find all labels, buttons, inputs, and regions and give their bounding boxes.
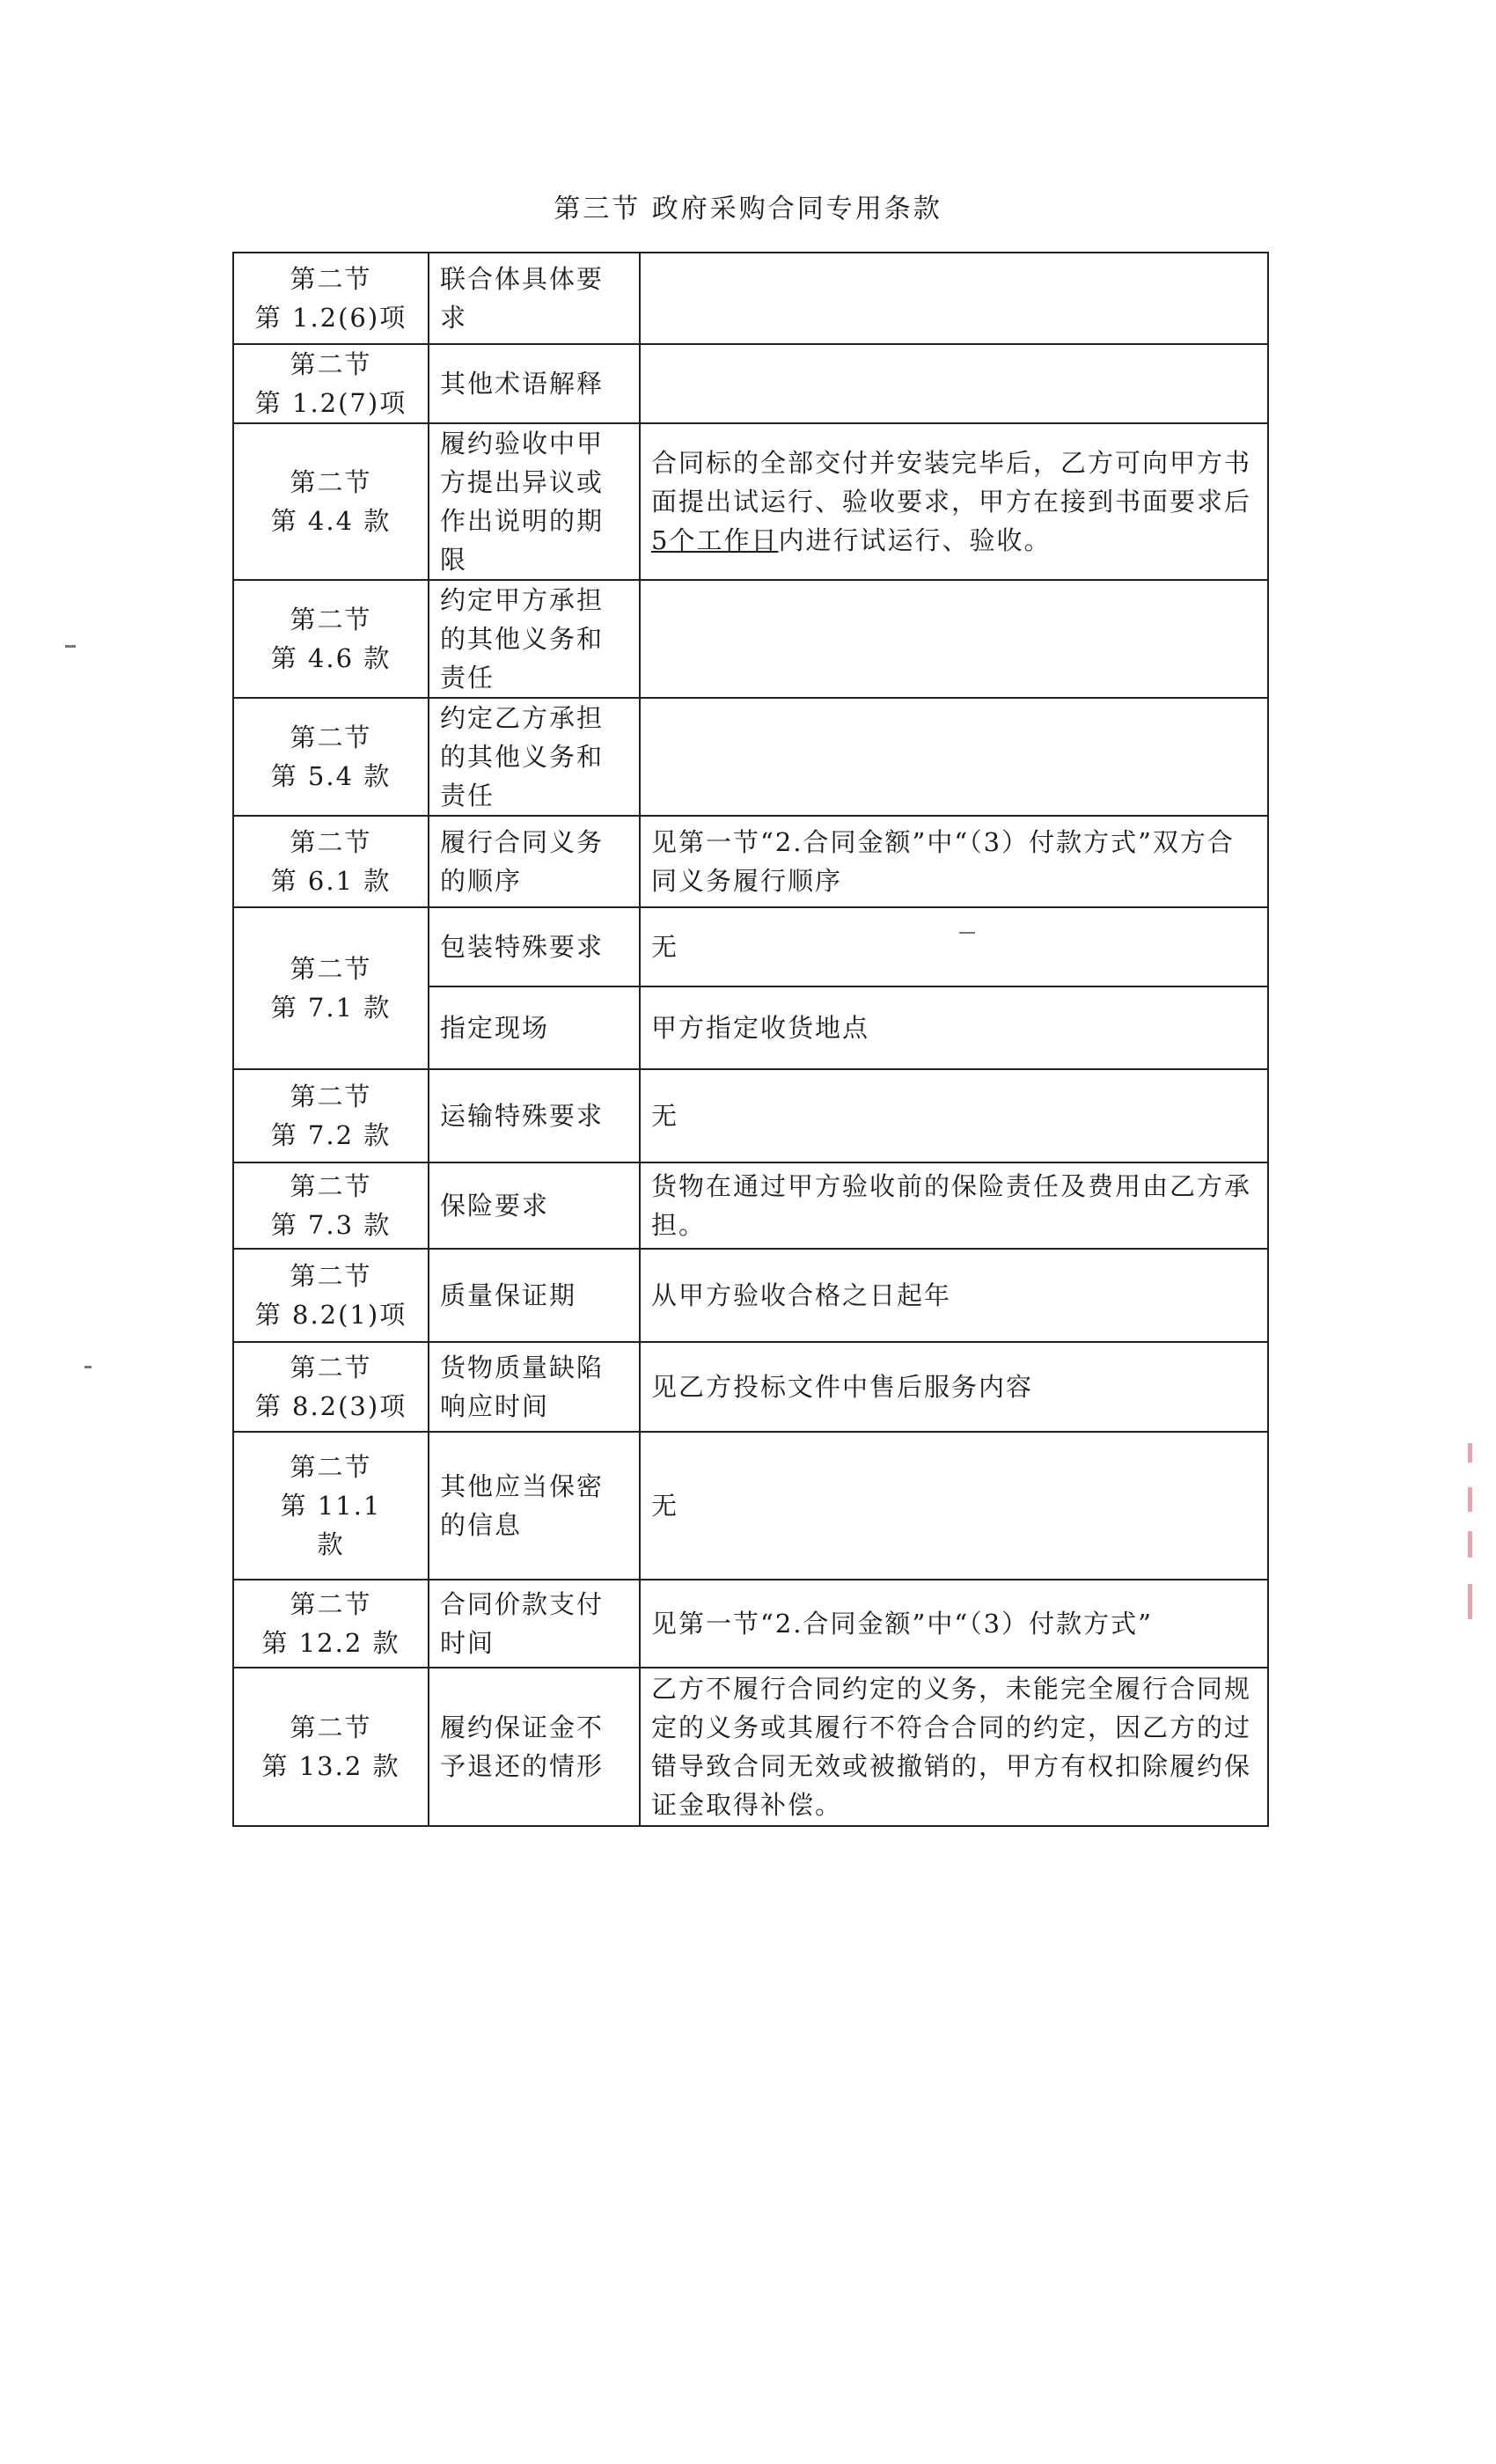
clause-ref: 第二节 第 11.1 款 [233, 1432, 429, 1580]
table-row [233, 698, 1268, 816]
seal-edge-mark [1468, 1584, 1472, 1619]
clause-item: 指定现场 [429, 986, 640, 1069]
clause-item: 履约保证金不予退还的情形 [429, 1668, 640, 1826]
table-row [233, 816, 1268, 907]
table-row [233, 580, 1268, 698]
clause-ref: 第二节 第 7.1 款 [233, 907, 429, 1069]
clause-ref: 第二节 第 7.3 款 [233, 1162, 429, 1249]
clause-item: 履行合同义务的顺序 [429, 816, 640, 907]
clause-content: 无 [640, 1069, 1268, 1162]
seal-edge-mark [1468, 1531, 1472, 1558]
clause-content: 甲方指定收货地点 [640, 986, 1268, 1069]
table-row [233, 1069, 1268, 1162]
clause-ref: 第二节 第 13.2 款 [233, 1668, 429, 1826]
scan-speck [84, 1366, 92, 1368]
clause-content [640, 253, 1268, 344]
clause-content: 见乙方投标文件中售后服务内容 [640, 1342, 1268, 1432]
clause-content: 无 [640, 1432, 1268, 1580]
clause-item: 其他术语解释 [429, 344, 640, 423]
table-row [233, 423, 1268, 580]
clause-item: 运输特殊要求 [429, 1069, 640, 1162]
underlined-deadline: 5个工作日 [651, 525, 779, 555]
clause-ref: 第二节 第 7.2 款 [233, 1069, 429, 1162]
clause-content: 合同标的全部交付并安装完毕后，乙方可向甲方书面提出试运行、验收要求，甲方在接到书面要求后5个工作日内进行试运行、验收。 [640, 423, 1268, 580]
clause-ref: 第二节 第 8.2(3)项 [233, 1342, 429, 1432]
special-clauses-table [232, 252, 1269, 1827]
clause-content: 货物在通过甲方验收前的保险责任及费用由乙方承担。 [640, 1162, 1268, 1249]
table-row [233, 1342, 1268, 1432]
clause-ref: 第二节 第 5.4 款 [233, 698, 429, 816]
clause-item: 货物质量缺陷响应时间 [429, 1342, 640, 1432]
clause-item: 保险要求 [429, 1162, 640, 1249]
clause-item: 联合体具体要求 [429, 253, 640, 344]
clause-item: 履约验收中甲方提出异议或作出说明的期限 [429, 423, 640, 580]
table-row [233, 1162, 1268, 1249]
scan-speck [959, 932, 975, 934]
clause-content: 见第一节“2.合同金额”中“（3）付款方式” [640, 1580, 1268, 1668]
clause-content: 从甲方验收合格之日起年 [640, 1249, 1268, 1342]
clause-content [640, 698, 1268, 816]
table-row [233, 1668, 1268, 1826]
clause-ref: 第二节 第 8.2(1)项 [233, 1249, 429, 1342]
table-row [233, 1580, 1268, 1668]
clause-content: 见第一节“2.合同金额”中“（3）付款方式”双方合同义务履行顺序 [640, 816, 1268, 907]
clause-ref: 第二节 第 1.2(7)项 [233, 344, 429, 423]
clause-ref: 第二节 第 6.1 款 [233, 816, 429, 907]
clause-ref: 第二节 第 4.4 款 [233, 423, 429, 580]
clause-item: 约定甲方承担的其他义务和责任 [429, 580, 640, 698]
clause-item: 包装特殊要求 [429, 907, 640, 986]
clause-ref: 第二节 第 4.6 款 [233, 580, 429, 698]
table-row [233, 253, 1268, 344]
table-row [233, 344, 1268, 423]
clause-item: 其他应当保密的信息 [429, 1432, 640, 1580]
seal-edge-mark [1468, 1443, 1472, 1463]
scan-speck [65, 645, 76, 648]
clause-item: 合同价款支付时间 [429, 1580, 640, 1668]
seal-edge-mark [1468, 1487, 1472, 1512]
table-row [233, 1249, 1268, 1342]
clause-ref: 第二节 第 1.2(6)项 [233, 253, 429, 344]
clause-content: 乙方不履行合同约定的义务，未能完全履行合同规定的义务或其履行不符合合同的约定，因乙方的过错导致合同无效或被撤销的，甲方有权扣除履约保证金取得补偿。 [640, 1668, 1268, 1826]
clause-content [640, 580, 1268, 698]
clause-content [640, 344, 1268, 423]
table-row [233, 907, 1268, 986]
table-row [233, 1432, 1268, 1580]
clause-content: 无 [640, 907, 1268, 986]
clause-ref: 第二节 第 12.2 款 [233, 1580, 429, 1668]
clause-item: 质量保证期 [429, 1249, 640, 1342]
page-title: 第三节 政府采购合同专用条款 [554, 194, 942, 224]
clause-item: 约定乙方承担的其他义务和责任 [429, 698, 640, 816]
